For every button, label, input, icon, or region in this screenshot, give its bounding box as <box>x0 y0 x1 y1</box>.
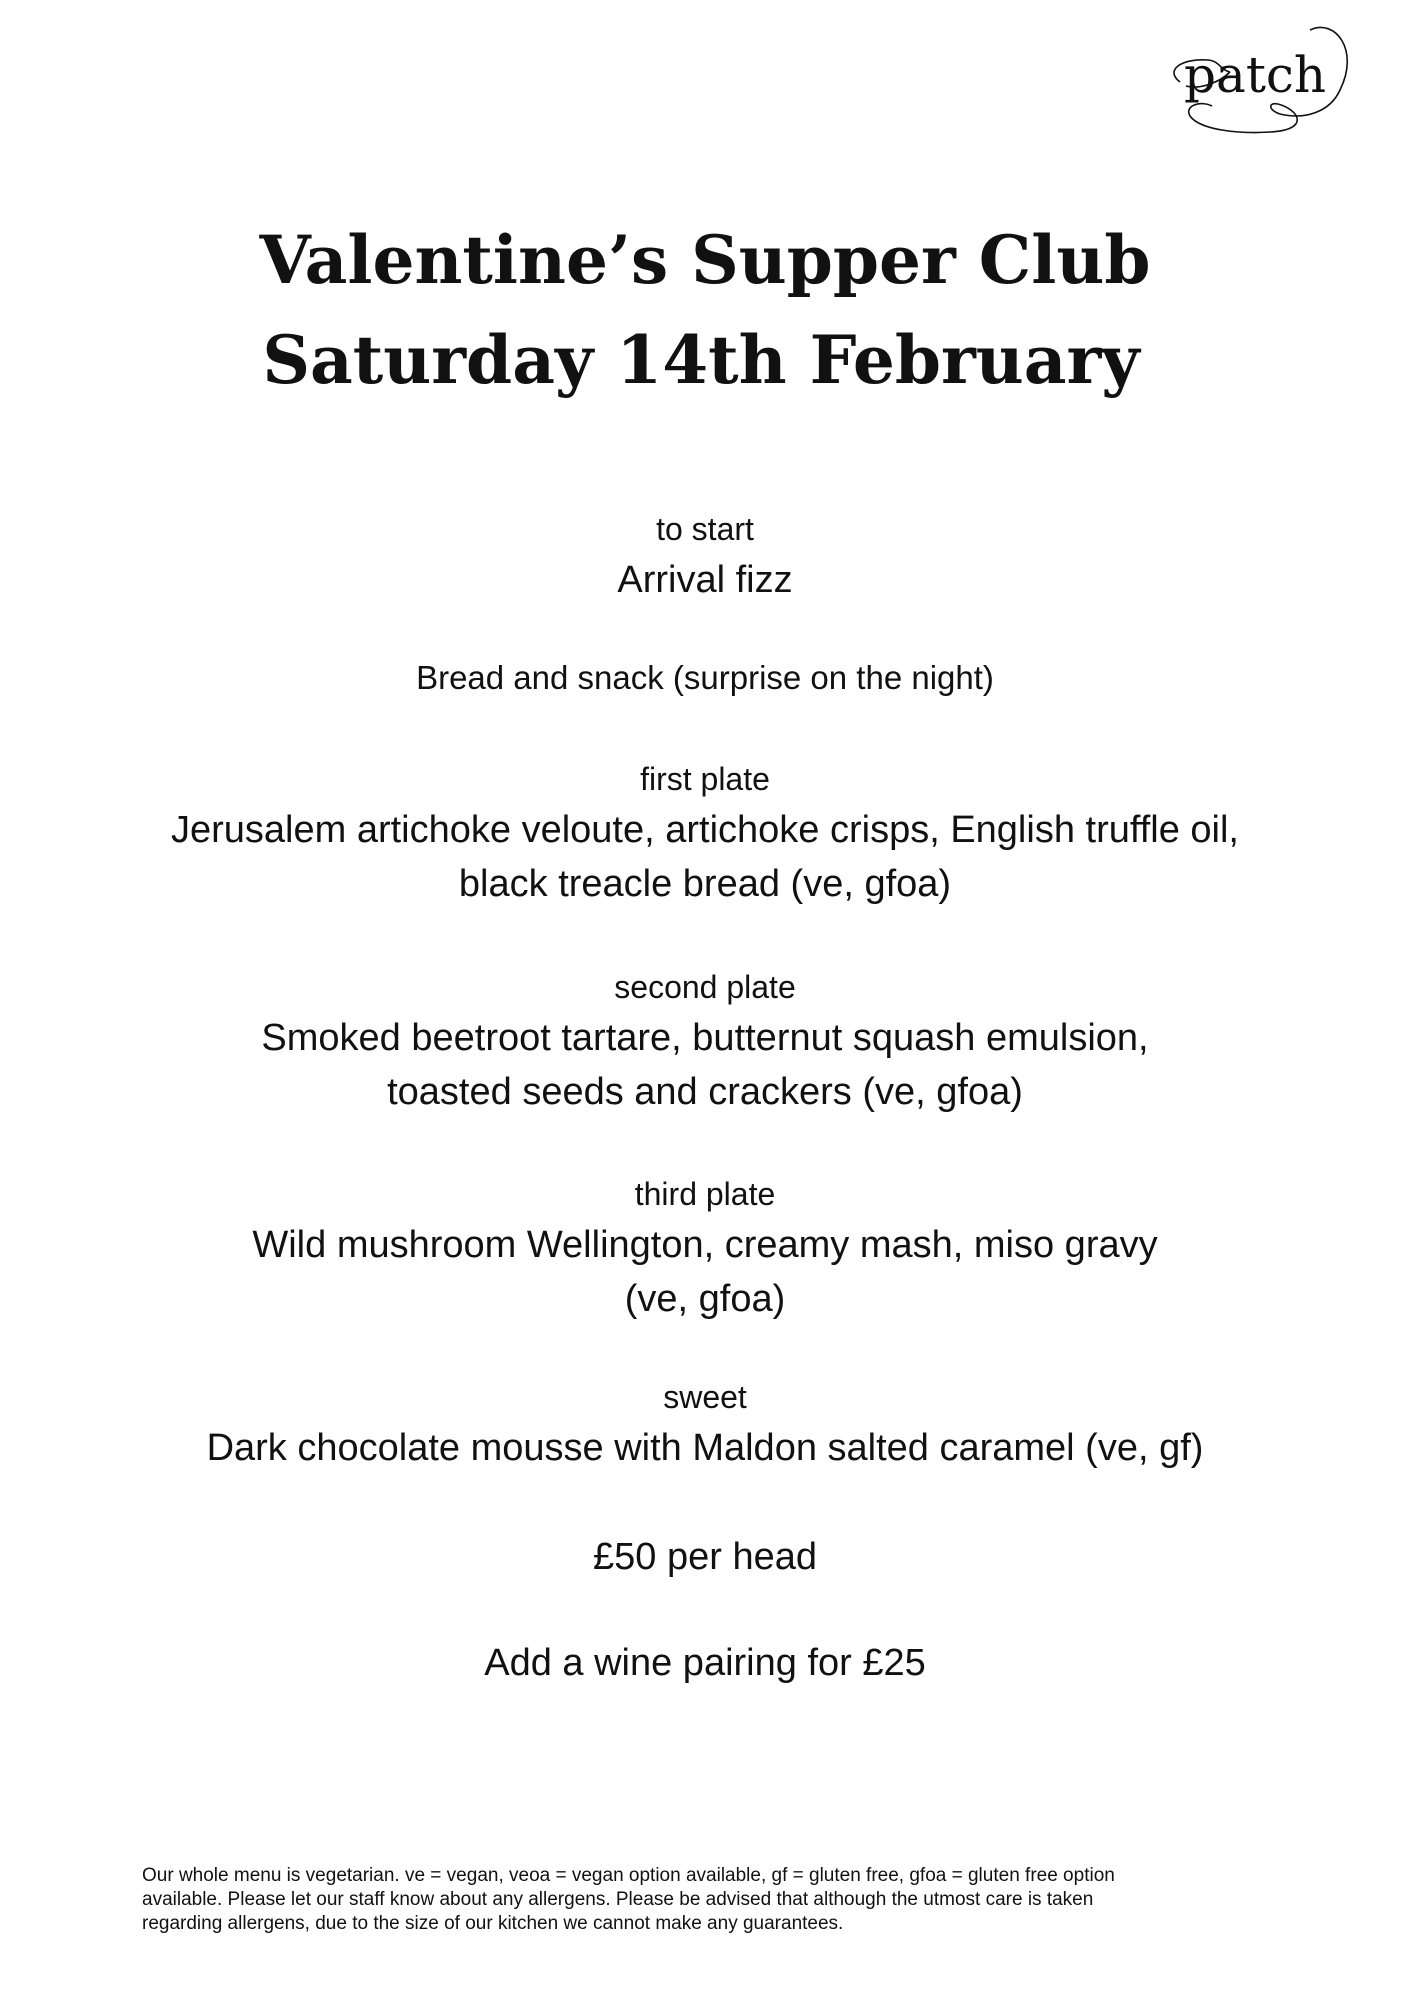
dish-third-line-1: Wild mushroom Wellington, creamy mash, miso gravy <box>252 1224 1158 1266</box>
dish-bread-and-snack: Bread and snack (surprise on the night) <box>416 659 994 696</box>
course-first <box>0 755 1410 911</box>
course-label-start: to start <box>656 511 754 547</box>
wine-line <box>0 1636 1410 1690</box>
dish-second-line-1: Smoked beetroot tartare, butternut squash emulsion, <box>261 1017 1149 1059</box>
course-start <box>0 505 1410 607</box>
wine-pairing: Add a wine pairing for £25 <box>484 1642 926 1684</box>
patch-logo-mark <box>1160 20 1360 135</box>
title-line-2: Saturday 14th February <box>262 321 1140 399</box>
dish-first-line-2: black treacle bread (ve, gfoa) <box>458 863 952 905</box>
course-label-sweet: sweet <box>663 1379 747 1415</box>
dish-first-line-1: Jerusalem artichoke veloute, artichoke crisps, English truffle oil, <box>170 809 1239 851</box>
price-per-head: £50 per head <box>593 1536 817 1578</box>
course-sweet <box>0 1373 1410 1475</box>
patch-logo <box>1160 20 1360 135</box>
footer-line-1: Our whole menu is vegetarian. ve = vegan, veoa = vegan option available, gf = gluten free, gfoa = gluten free option <box>142 1865 1115 1886</box>
course-label-second: second plate <box>614 969 796 1005</box>
price-line <box>0 1530 1410 1584</box>
course-third <box>0 1170 1410 1326</box>
dish-third-line-2: (ve, gfoa) <box>624 1278 786 1320</box>
footer-line-2: available. Please let our staff know about any allergens. Please be advised that although the utmost care is taken <box>142 1889 1094 1910</box>
dish-arrival-fizz: Arrival fizz <box>617 559 793 601</box>
patch-logo-text: patch <box>1184 46 1327 104</box>
course-label-third: third plate <box>634 1176 776 1212</box>
course-label-first: first plate <box>640 761 770 797</box>
page-title <box>0 210 1410 410</box>
course-second <box>0 963 1410 1119</box>
dish-sweet: Dark chocolate mousse with Maldon salted caramel (ve, gf) <box>206 1427 1204 1469</box>
footer-line-3: regarding allergens, due to the size of our kitchen we cannot make any guarantees. <box>142 1913 844 1934</box>
dish-second-line-2: toasted seeds and crackers (ve, gfoa) <box>387 1071 1023 1113</box>
title-line-1: Valentine’s Supper Club <box>259 221 1151 299</box>
allergen-footer <box>142 1864 1252 1936</box>
snack-line <box>0 654 1410 702</box>
